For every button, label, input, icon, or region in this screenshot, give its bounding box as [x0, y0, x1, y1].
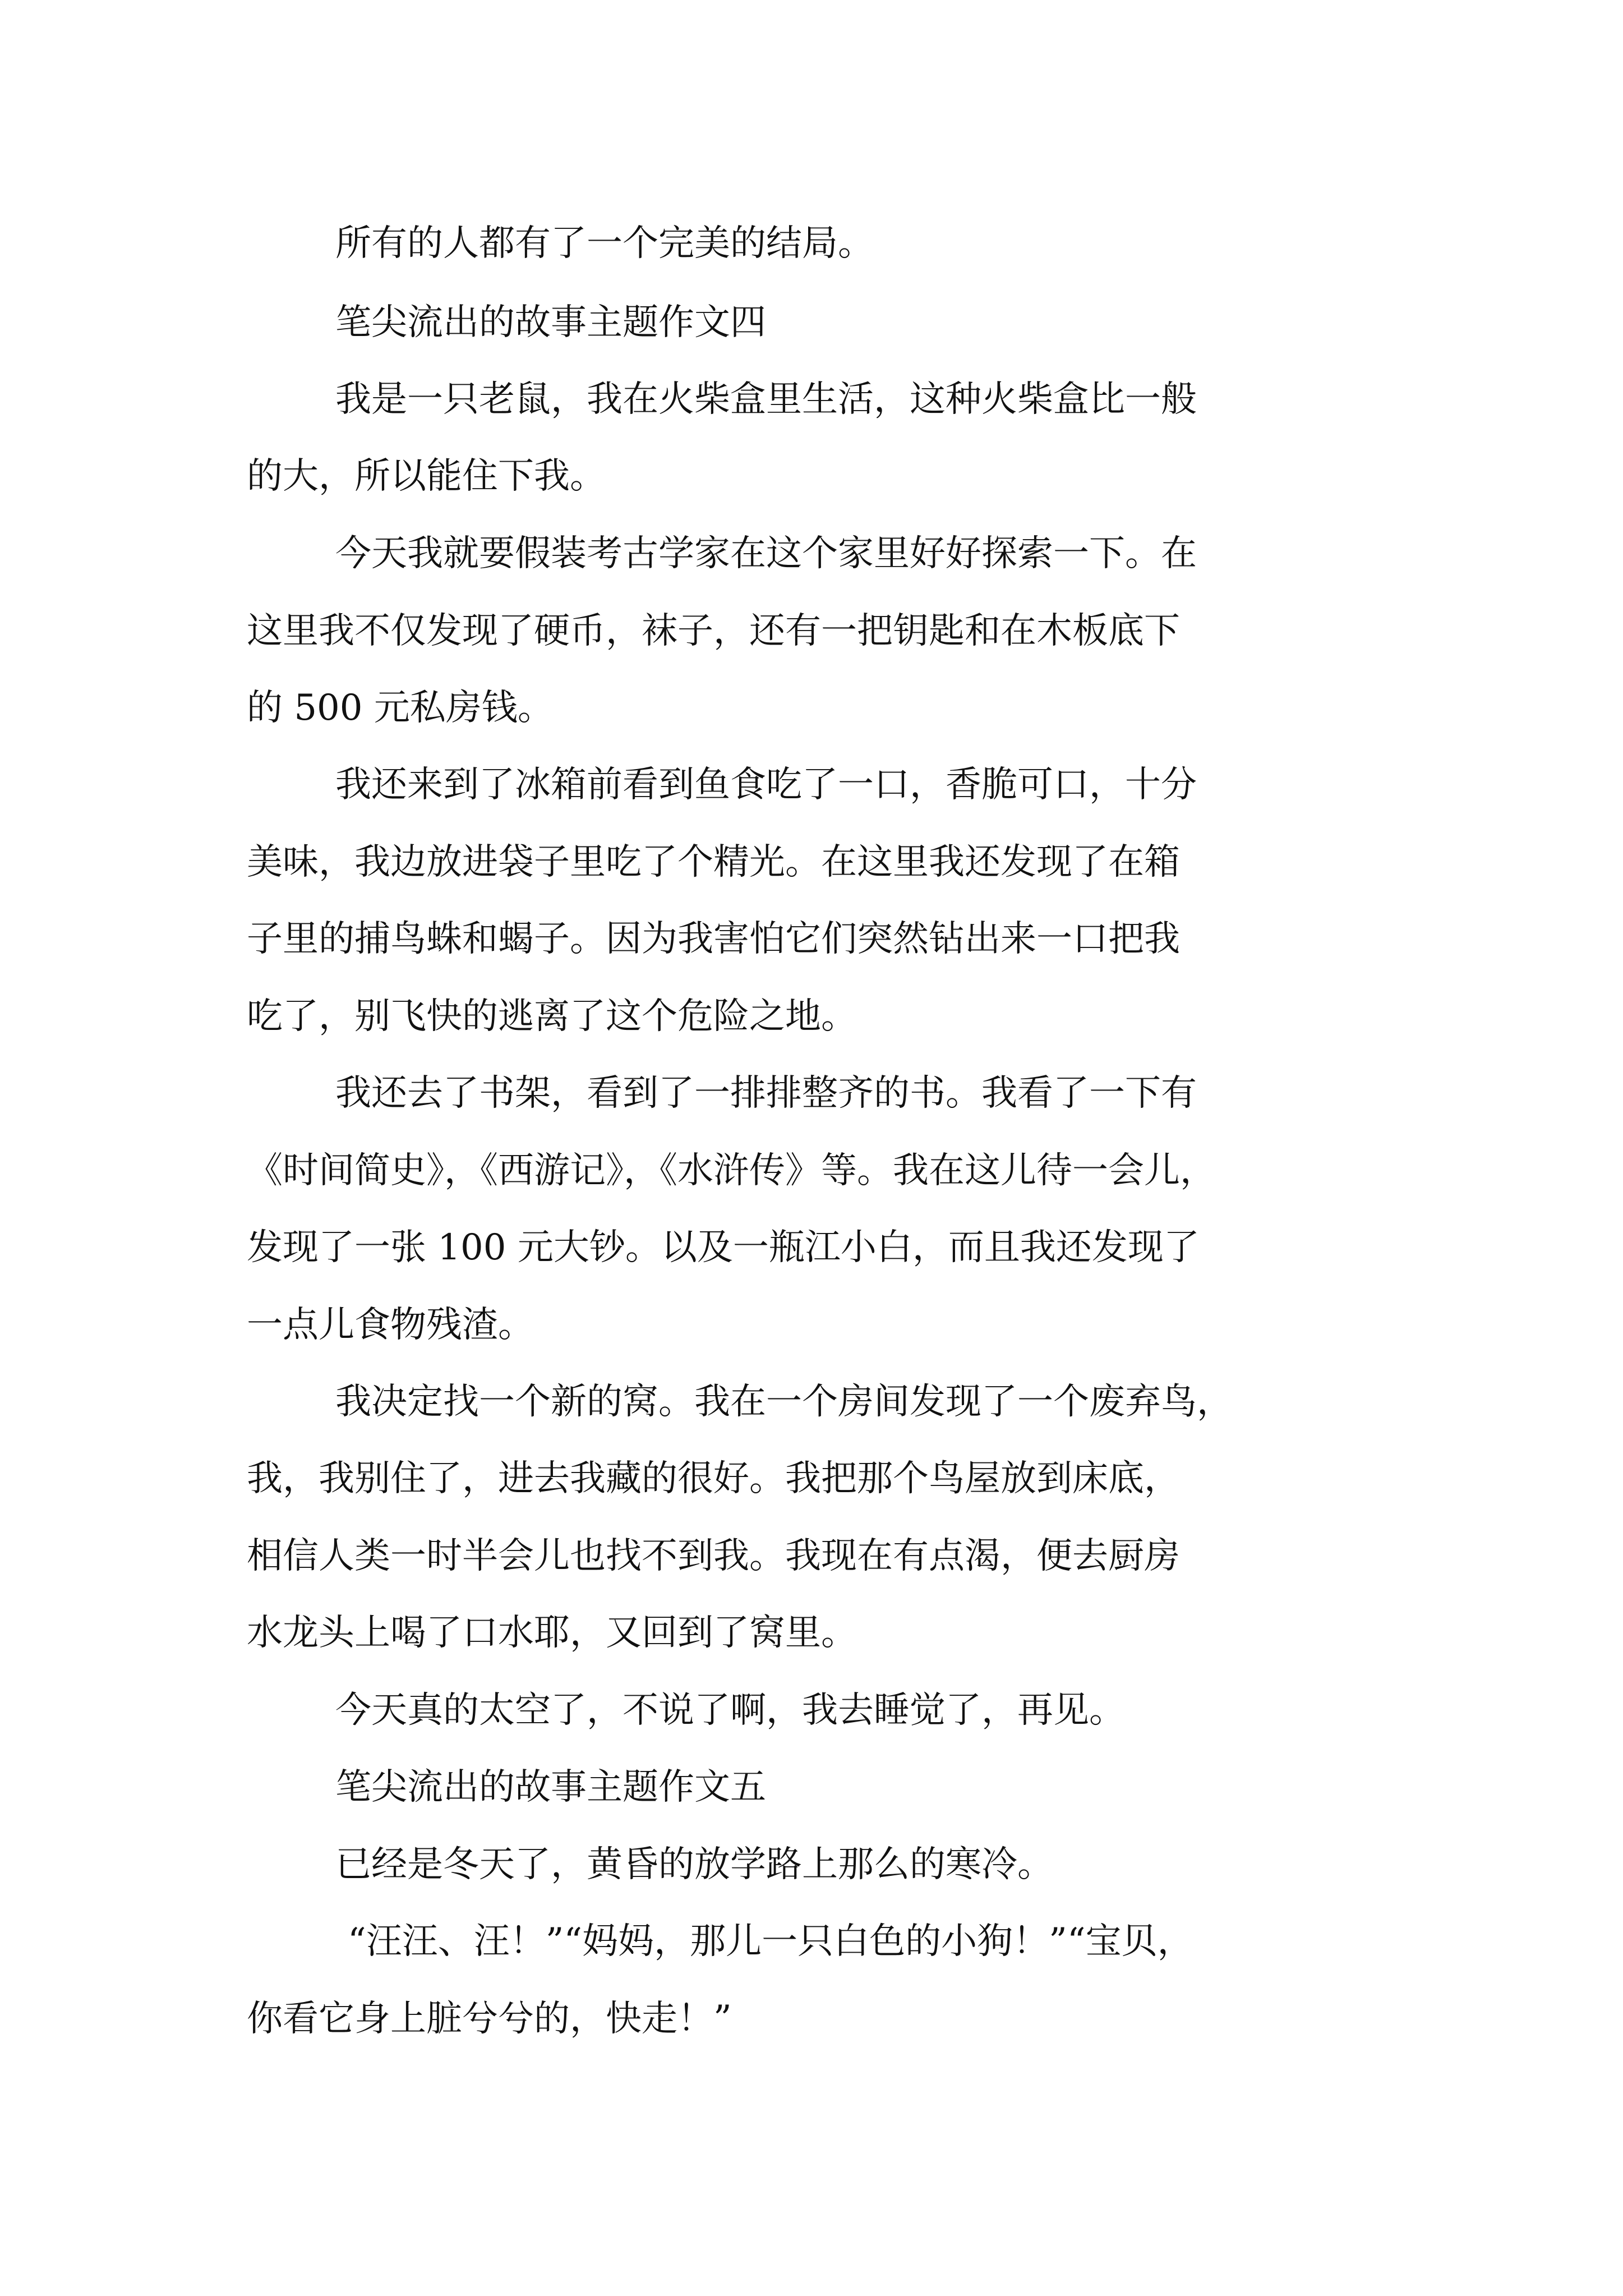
- line-15: 一点儿食物残渣。: [247, 1304, 534, 1346]
- line-5: 今天我就要假装考古学家在这个家里好好探索一下。在: [335, 533, 1197, 574]
- line-16: 我决定找一个新的窝。我在一个房间发现了一个废弃鸟，: [335, 1381, 1233, 1423]
- line-13: 《时间简史》，《西游记》，《水浒传》等。我在这儿待一会儿，: [247, 1150, 1216, 1191]
- line-20: 今天真的太空了，不说了啊，我去睡觉了，再见。: [335, 1690, 1125, 1731]
- line-1: 所有的人都有了一个完美的结局。: [335, 223, 874, 264]
- heading-essay-4: 笔尖流出的故事主题作文四: [335, 302, 766, 343]
- line-22: 已经是冬天了，黄昏的放学路上那么的寒冷。: [335, 1844, 1053, 1885]
- heading-essay-5: 笔尖流出的故事主题作文五: [335, 1766, 766, 1808]
- line-6: 这里我不仅发现了硬币，袜子，还有一把钥匙和在木板底下: [247, 610, 1180, 652]
- line-7: 的 500 元私房钱。: [247, 687, 554, 729]
- line-3: 我是一只老鼠，我在火柴盒里生活，这种火柴盒比一般: [335, 379, 1197, 420]
- line-12: 我还去了书架，看到了一排排整齐的书。我看了一下有: [335, 1073, 1197, 1114]
- line-17: 我，我别住了，进去我藏的很好。我把那个鸟屋放到床底，: [247, 1458, 1180, 1499]
- line-18: 相信人类一时半会儿也找不到我。我现在有点渴，便去厨房: [247, 1535, 1180, 1577]
- line-24: 你看它身上脏兮兮的，快走！”: [247, 1998, 732, 2040]
- line-19: 水龙头上喝了口水耶，又回到了窝里。: [247, 1612, 857, 1654]
- line-8: 我还来到了冰箱前看到鱼食吃了一口，香脆可口，十分: [335, 764, 1197, 806]
- line-10: 子里的捕鸟蛛和蝎子。因为我害怕它们突然钻出来一口把我: [247, 918, 1180, 960]
- line-14: 发现了一张 100 元大钞。以及一瓶江小白，而且我还发现了: [247, 1227, 1200, 1268]
- line-11: 吃了，别飞快的逃离了这个危险之地。: [247, 996, 857, 1037]
- line-9: 美味，我边放进袋子里吃了个精光。在这里我还发现了在箱: [247, 841, 1180, 883]
- line-23: “汪汪、汪！”“妈妈，那儿一只白色的小狗！”“宝贝，: [348, 1921, 1193, 1962]
- line-4: 的大，所以能住下我。: [247, 455, 606, 497]
